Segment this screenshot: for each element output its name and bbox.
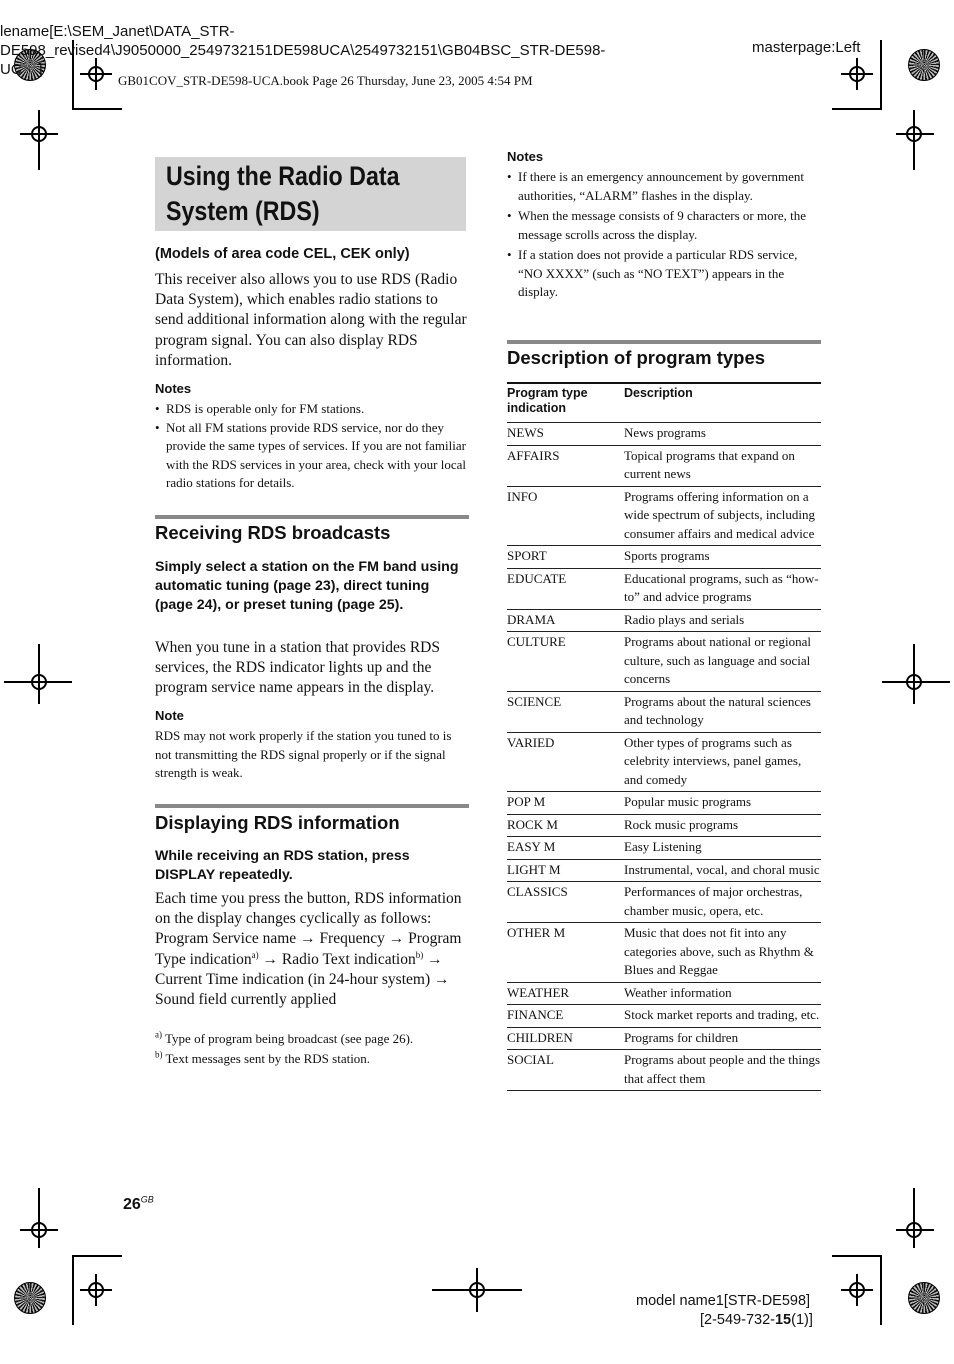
- description-cell: Easy Listening: [624, 837, 821, 860]
- table-row: [507, 882, 821, 923]
- footnote-mark: a): [155, 1029, 162, 1040]
- table-row: [507, 859, 821, 882]
- arrow-right-icon: →: [427, 950, 443, 968]
- description-cell: Rock music programs: [624, 814, 821, 837]
- program-type-cell: AFFAIRS: [507, 445, 624, 486]
- description-cell: Educational programs, such as “how-to” and advice programs: [624, 568, 821, 609]
- code-suffix: (1)]: [791, 1312, 813, 1328]
- right-notes-list: [507, 168, 821, 302]
- table-row: [507, 445, 821, 486]
- code-prefix: [2-549-732-: [700, 1312, 775, 1328]
- masterpage-label: masterpage:Left: [752, 39, 861, 56]
- program-type-cell: EASY M: [507, 837, 624, 860]
- section-rule: [155, 804, 469, 808]
- code-line: [700, 1312, 813, 1328]
- notes-heading: Notes: [155, 381, 192, 396]
- models-subtitle: (Models of area code CEL, CEK only): [155, 246, 410, 262]
- note-item: • If there is an emergency announcement by government authorities, “ALARM” flashes in the display.: [507, 168, 821, 205]
- program-type-cell: CHILDREN: [507, 1027, 624, 1050]
- receiving-note: RDS may not work properly if the station you tuned to is not transmitting the RDS signal properly or if the signal strength is weak.: [155, 728, 452, 780]
- program-type-cell: CLASSICS: [507, 882, 624, 923]
- displaying-body-text: Each time you press the button, RDS information on the display changes cyclically as follows:: [155, 890, 462, 928]
- table-row: [507, 792, 821, 815]
- program-type-cell: LIGHT M: [507, 859, 624, 882]
- program-type-cell: VARIED: [507, 732, 624, 792]
- table-row: [507, 732, 821, 792]
- note-item: • If a station does not provide a particular RDS service, “NO XXXX” (such as “NO TEXT”) appears in the display.: [507, 246, 821, 302]
- table-row: [507, 1050, 821, 1091]
- program-type-cell: DRAMA: [507, 609, 624, 632]
- page-number: [123, 1196, 154, 1214]
- footnote-text: Text messages sent by the RDS station.: [165, 1051, 371, 1066]
- file-path-line: UC ]: [0, 61, 43, 78]
- registration-sun-icon: [908, 49, 940, 81]
- model-line: model name1[STR-DE598]: [636, 1293, 811, 1309]
- description-cell: Other types of programs such as celebrity interviews, panel games, and comedy: [624, 732, 821, 792]
- description-cell: Popular music programs: [624, 792, 821, 815]
- page-title-text: Using the Radio Data System (RDS): [166, 161, 400, 226]
- section-rule: [155, 515, 469, 519]
- description-cell: Programs about people and the things that affect them: [624, 1050, 821, 1091]
- column-header: Description: [624, 384, 821, 423]
- code-bold: 15: [774, 1312, 792, 1328]
- footnote-ref: b): [415, 949, 424, 960]
- program-type-cell: OTHER M: [507, 923, 624, 983]
- file-path-line: lename[E:\SEM_Janet\DATA_STR-: [0, 23, 235, 40]
- arrow-right-icon: →: [262, 950, 279, 968]
- table-row: [507, 423, 821, 446]
- note-item: • When the message consists of 9 characters or more, the message scrolls across the display.: [507, 207, 821, 244]
- footnote-mark: b): [155, 1049, 163, 1060]
- program-type-cell: FINANCE: [507, 1005, 624, 1028]
- registration-sun-icon: [908, 1282, 940, 1314]
- description-cell: Sports programs: [624, 546, 821, 569]
- description-cell: Weather information: [624, 982, 821, 1005]
- receiving-body: When you tune in a station that provides RDS services, the RDS indicator lights up and the program service name appears in the display.: [155, 639, 440, 697]
- sequence-step: Program Service name: [155, 930, 297, 948]
- description-cell: Instrumental, vocal, and choral music: [624, 859, 821, 882]
- footnote-text: Type of program being broadcast (see page 26).: [165, 1031, 414, 1046]
- table-row: [507, 1005, 821, 1028]
- description-cell: Stock market reports and trading, etc.: [624, 1005, 821, 1028]
- description-cell: Topical programs that expand on current news: [624, 445, 821, 486]
- program-type-cell: INFO: [507, 486, 624, 546]
- description-cell: Programs about the natural sciences and technology: [624, 691, 821, 732]
- table-row: [507, 814, 821, 837]
- program-types-heading: Description of program types: [507, 347, 766, 368]
- table-row: [507, 632, 821, 692]
- description-cell: Programs about national or regional culture, such as language and social concerns: [624, 632, 821, 692]
- file-path-header: [0, 22, 640, 79]
- description-cell: Radio plays and serials: [624, 609, 821, 632]
- column-header: Program type indication: [507, 384, 624, 423]
- arrow-right-icon: →: [433, 970, 450, 988]
- program-type-cell: SPORT: [507, 546, 624, 569]
- arrow-right-icon: →: [300, 930, 316, 948]
- notes-list: [155, 400, 470, 493]
- book-info-line: GB01COV_STR-DE598-UCA.book Page 26 Thursday, June 23, 2005 4:54 PM: [118, 73, 533, 88]
- program-type-cell: NEWS: [507, 423, 624, 446]
- table-row: [507, 837, 821, 860]
- registration-sun-icon: [14, 1282, 46, 1314]
- footnote-ref: a): [251, 949, 259, 960]
- note-item: • RDS is operable only for FM stations.: [155, 400, 470, 419]
- table-row: [507, 609, 821, 632]
- sequence-step: Radio Text indication: [281, 950, 416, 968]
- program-type-cell: SOCIAL: [507, 1050, 624, 1091]
- note-item: • Not all FM stations provide RDS service, nor do they provide the same types of services. If you are not familiar with the RDS services in your area, check with your local radio stations for details.: [155, 419, 470, 493]
- program-type-cell: ROCK M: [507, 814, 624, 837]
- table-row: [507, 923, 821, 983]
- sequence-step: Frequency: [319, 930, 385, 948]
- table-row: [507, 546, 821, 569]
- page-suffix: GB: [140, 1194, 154, 1205]
- sequence-step: Current Time indication (in 24-hour system): [155, 970, 431, 988]
- intro-paragraph: This receiver also allows you to use RDS (Radio Data System), which enables radio stations to send additional information along with the regular program signal. You can also display RDS information.: [155, 271, 467, 369]
- arrow-right-icon: →: [388, 930, 405, 948]
- footnote-a: [155, 1030, 469, 1049]
- table-row: [507, 568, 821, 609]
- program-types-table: [507, 384, 821, 1091]
- program-type-cell: EDUCATE: [507, 568, 624, 609]
- program-type-cell: SCIENCE: [507, 691, 624, 732]
- right-notes-heading: Notes: [507, 149, 544, 164]
- page-title: [155, 157, 466, 231]
- table-row: [507, 486, 821, 546]
- file-path-line: DE598_revised4\J9050000_2549732151DE598UCA\2549732151\GB04BSC_STR-DE598-: [0, 42, 606, 59]
- displaying-heading: Displaying RDS information: [155, 812, 400, 833]
- table-row: [507, 982, 821, 1005]
- description-cell: News programs: [624, 423, 821, 446]
- displaying-body: [155, 889, 469, 1010]
- receiving-heading: Receiving RDS broadcasts: [155, 522, 391, 543]
- program-type-cell: CULTURE: [507, 632, 624, 692]
- table-header-row: [507, 384, 821, 423]
- sequence-step: Program Type indication: [155, 930, 462, 968]
- footnote-b: [155, 1050, 469, 1069]
- table-row: [507, 1027, 821, 1050]
- program-type-cell: POP M: [507, 792, 624, 815]
- description-cell: Programs for children: [624, 1027, 821, 1050]
- description-cell: Programs offering information on a wide spectrum of subjects, including consumer affairs and medical advice: [624, 486, 821, 546]
- sequence-step: Sound field currently applied: [155, 991, 337, 1009]
- program-types-table-wrap: [507, 382, 821, 1091]
- program-type-cell: WEATHER: [507, 982, 624, 1005]
- description-cell: Performances of major orchestras, chamber music, opera, etc.: [624, 882, 821, 923]
- receiving-note-heading: Note: [155, 708, 184, 723]
- description-cell: Music that does not fit into any categories above, such as Rhythm & Blues and Reggae: [624, 923, 821, 983]
- section-rule: [507, 340, 821, 344]
- page-number-text: 26: [123, 1196, 141, 1213]
- displaying-instruction: While receiving an RDS station, press DISPLAY repeatedly.: [155, 848, 410, 884]
- table-row: [507, 691, 821, 732]
- receiving-instruction: Simply select a station on the FM band using automatic tuning (page 23), direct tuning (page 24), or preset tuning (page 25).: [155, 559, 459, 614]
